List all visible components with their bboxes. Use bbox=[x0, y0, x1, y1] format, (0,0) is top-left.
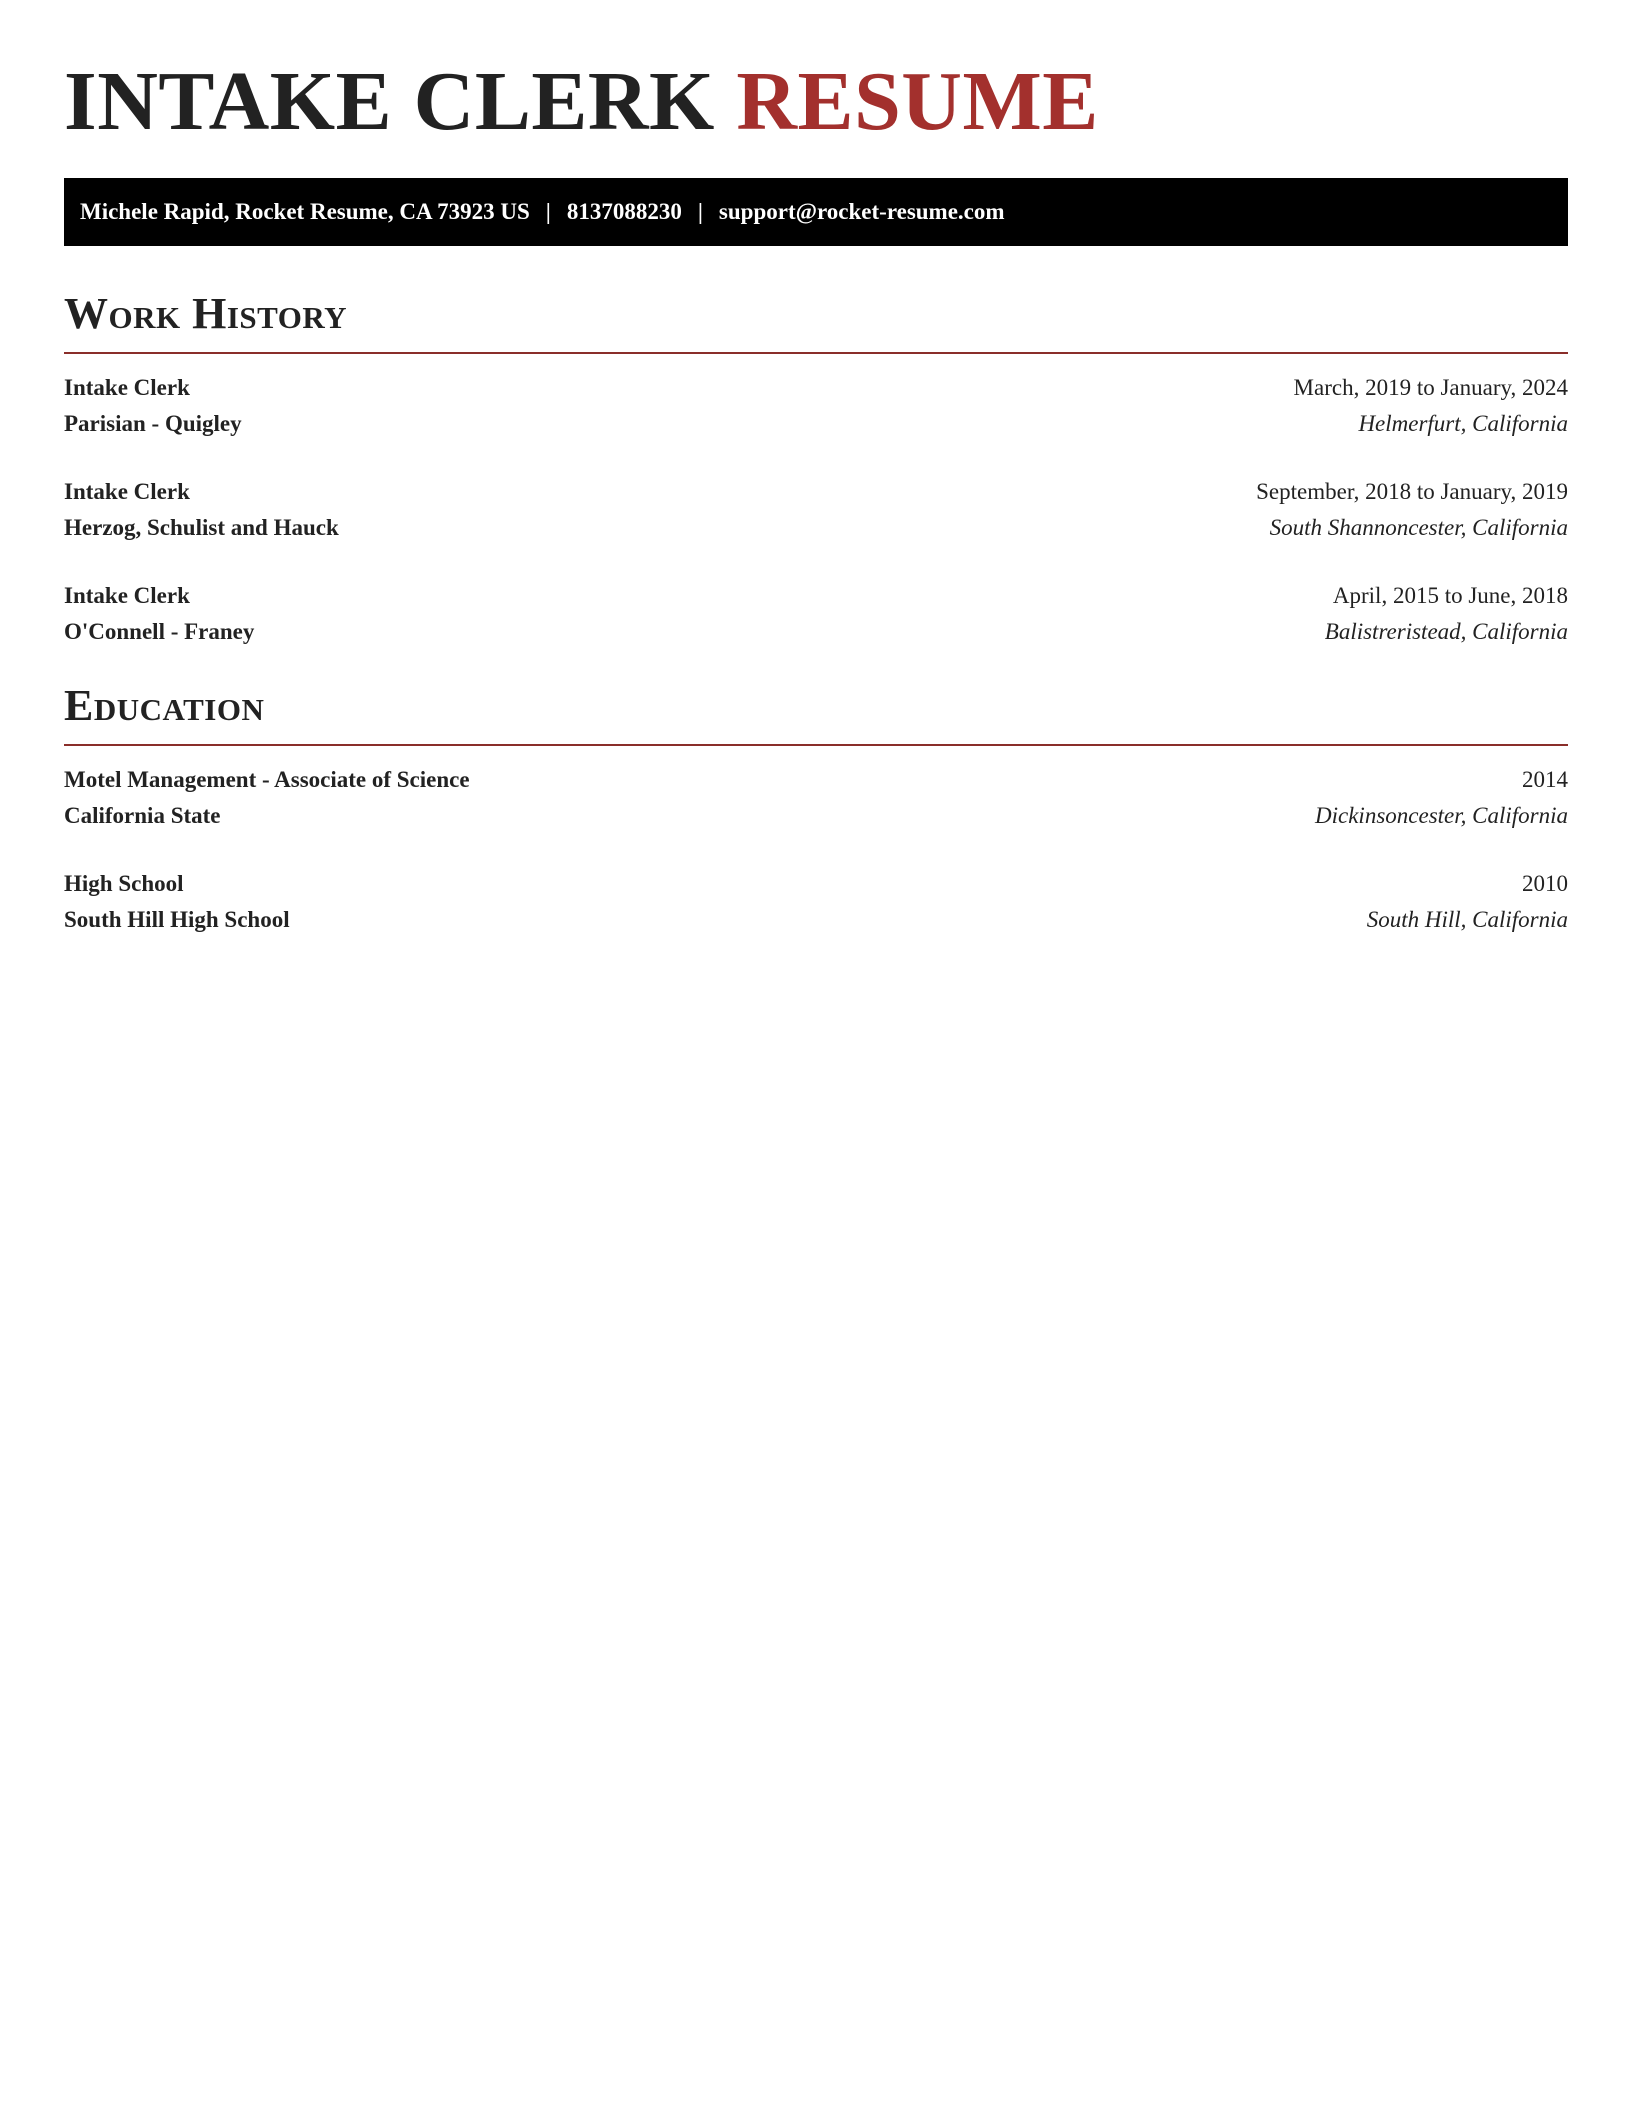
work-entry-top-row bbox=[64, 370, 1568, 406]
title-accent: RESUME bbox=[736, 55, 1099, 148]
education-entry-bottom-row bbox=[64, 902, 1568, 938]
education-entry bbox=[64, 762, 1568, 834]
work-entry-top-row bbox=[64, 474, 1568, 510]
job-title: Intake Clerk bbox=[64, 375, 190, 400]
school-name: South Hill High School bbox=[64, 907, 290, 932]
work-entry bbox=[64, 578, 1568, 650]
contact-phone: 8137088230 bbox=[566, 199, 682, 224]
job-dates: March, 2019 to January, 2024 bbox=[1293, 375, 1568, 400]
title-main: INTAKE CLERK bbox=[64, 55, 715, 148]
job-location: Balistreristead, California bbox=[1324, 619, 1568, 644]
school-location: South Hill, California bbox=[1366, 907, 1568, 932]
work-entry bbox=[64, 474, 1568, 546]
education-heading: Education bbox=[64, 681, 265, 730]
contact-address: Michele Rapid, Rocket Resume, CA 73923 US bbox=[80, 199, 530, 224]
graduation-year: 2010 bbox=[1522, 871, 1568, 896]
job-dates: September, 2018 to January, 2019 bbox=[1256, 479, 1568, 504]
employer-name: Parisian - Quigley bbox=[64, 411, 242, 436]
resume-title bbox=[64, 52, 1568, 152]
section-divider bbox=[64, 352, 1568, 354]
work-entry-bottom-row bbox=[64, 614, 1568, 650]
employer-name: Herzog, Schulist and Hauck bbox=[64, 515, 339, 540]
job-location: South Shannoncester, California bbox=[1269, 515, 1568, 540]
education-section bbox=[64, 682, 1568, 938]
work-entry-bottom-row bbox=[64, 406, 1568, 442]
job-title: Intake Clerk bbox=[64, 583, 190, 608]
work-history-section bbox=[64, 290, 1568, 650]
job-dates: April, 2015 to June, 2018 bbox=[1332, 583, 1568, 608]
contact-separator: | bbox=[545, 199, 551, 224]
section-divider bbox=[64, 744, 1568, 746]
school-name: California State bbox=[64, 803, 221, 828]
education-entry-top-row bbox=[64, 762, 1568, 798]
contact-separator: | bbox=[697, 199, 703, 224]
graduation-year: 2014 bbox=[1522, 767, 1568, 792]
degree-name: Motel Management - Associate of Science bbox=[64, 767, 470, 792]
work-entry-bottom-row bbox=[64, 510, 1568, 546]
school-location: Dickinsoncester, California bbox=[1315, 803, 1568, 828]
employer-name: O'Connell - Franey bbox=[64, 619, 255, 644]
education-entry-bottom-row bbox=[64, 798, 1568, 834]
education-entry-top-row bbox=[64, 866, 1568, 902]
contact-email: support@rocket-resume.com bbox=[718, 199, 1005, 224]
job-title: Intake Clerk bbox=[64, 479, 190, 504]
job-location: Helmerfurt, California bbox=[1358, 411, 1568, 436]
work-history-heading: Work History bbox=[64, 289, 348, 338]
work-entry bbox=[64, 370, 1568, 442]
contact-bar bbox=[64, 178, 1568, 246]
work-entry-top-row bbox=[64, 578, 1568, 614]
degree-name: High School bbox=[64, 871, 184, 896]
education-entry bbox=[64, 866, 1568, 938]
